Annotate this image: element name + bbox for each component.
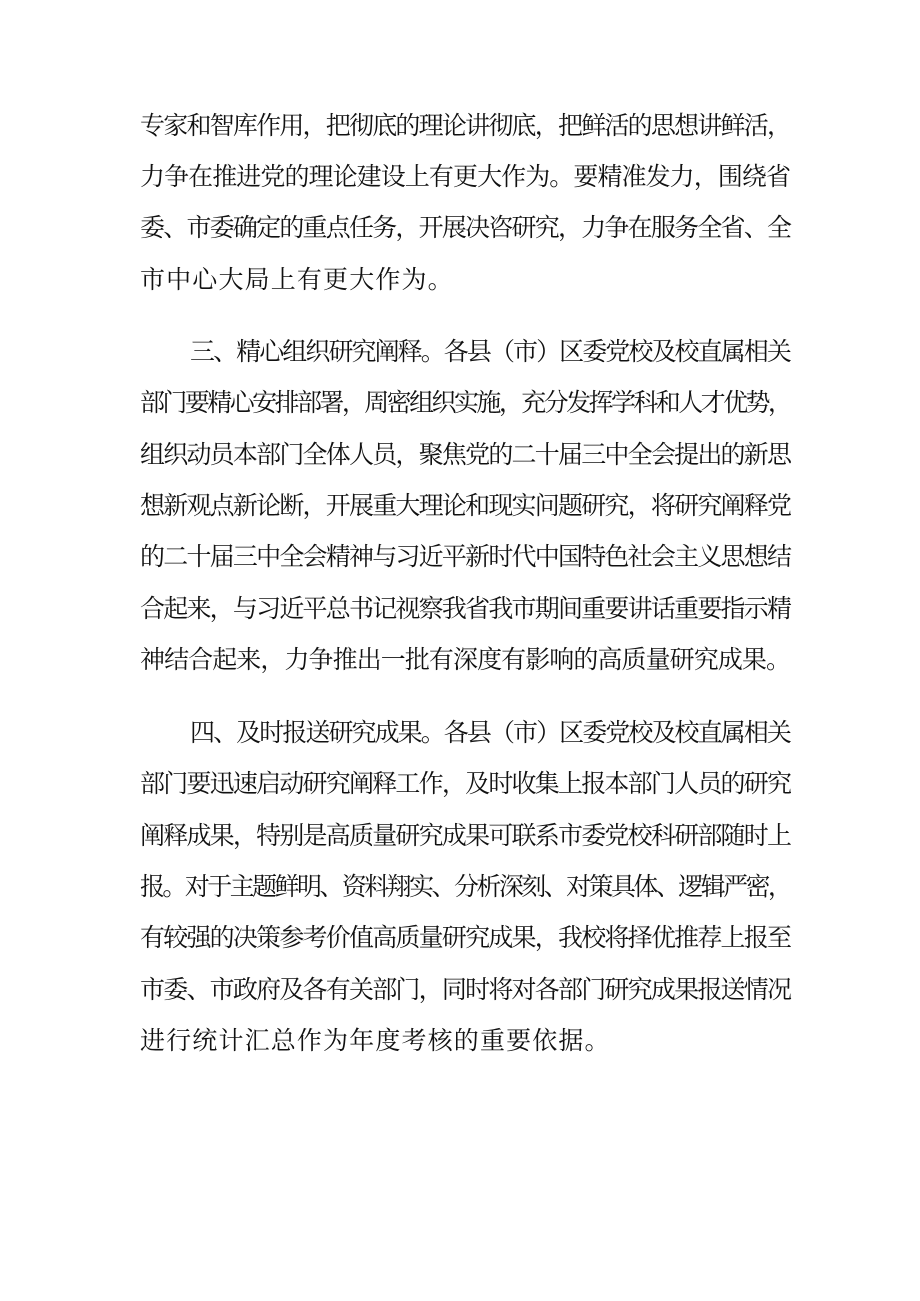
line-text: 合起来，与习近平总书记视察我省我市期间重要讲话重要指示精 <box>140 594 791 623</box>
line-text: 部门要精心安排部署，周密组织实施，充分发挥学科和人才优势， <box>140 388 791 417</box>
paragraph-section-four-line <box>0 968 920 1012</box>
line-text: 有较强的决策参考价值高质量研究成果，我校将择优推荐上报至 <box>140 923 791 952</box>
paragraph-section-four-line <box>0 711 920 755</box>
line-text: 进行统计汇总作为年度考核的重要依据。 <box>140 1026 611 1055</box>
paragraph-section-four-line <box>0 865 920 909</box>
line-text: 力争在推进党的理论建设上有更大作为。要精准发力，围绕省 <box>140 162 791 191</box>
paragraph-section-three-line <box>0 638 920 682</box>
paragraph-section-three-line <box>0 535 920 579</box>
line-text: 市中心大局上有更大作为。 <box>140 265 454 294</box>
paragraph-section-three-line <box>0 484 920 528</box>
paragraph-continuation-line <box>0 155 920 199</box>
line-text: 组织动员本部门全体人员，聚焦党的二十届三中全会提出的新思 <box>140 440 791 469</box>
paragraph-continuation-line <box>0 206 920 250</box>
line-text: 想新观点新论断，开展重大理论和现实问题研究，将研究阐释党 <box>140 491 791 520</box>
line-text: 专家和智库作用，把彻底的理论讲彻底，把鲜活的思想讲鲜活， <box>140 111 791 140</box>
line-text: 委、市委确定的重点任务，开展决咨研究，力争在服务全省、全 <box>140 213 791 242</box>
line-text: 三、精心组织研究阐释。各县（市）区委党校及校直属相关 <box>190 337 790 366</box>
paragraph-continuation-line <box>0 258 920 302</box>
line-text: 的二十届三中全会精神与习近平新时代中国特色社会主义思想结 <box>140 542 791 571</box>
paragraph-section-three-line <box>0 433 920 477</box>
paragraph-section-three-line <box>0 330 920 374</box>
line-text: 神结合起来，力争推出一批有深度有影响的高质量研究成果。 <box>140 645 791 674</box>
line-text: 报。对于主题鲜明、资料翔实、分析深刻、对策具体、逻辑严密， <box>140 872 791 901</box>
line-text: 市委、市政府及各有关部门，同时将对各部门研究成果报送情况 <box>140 975 791 1004</box>
line-text: 四、及时报送研究成果。各县（市）区委党校及校直属相关 <box>190 718 790 747</box>
paragraph-section-four-line <box>0 814 920 858</box>
paragraph-section-four-line <box>0 1019 920 1063</box>
line-text: 部门要迅速启动研究阐释工作，及时收集上报本部门人员的研究 <box>140 769 791 798</box>
paragraph-section-three-line <box>0 381 920 425</box>
paragraph-section-four-line <box>0 916 920 960</box>
paragraph-continuation-line <box>0 104 920 148</box>
paragraph-section-three-line <box>0 587 920 631</box>
line-text: 阐释成果，特别是高质量研究成果可联系市委党校科研部随时上 <box>140 821 791 850</box>
paragraph-section-four-line <box>0 762 920 806</box>
